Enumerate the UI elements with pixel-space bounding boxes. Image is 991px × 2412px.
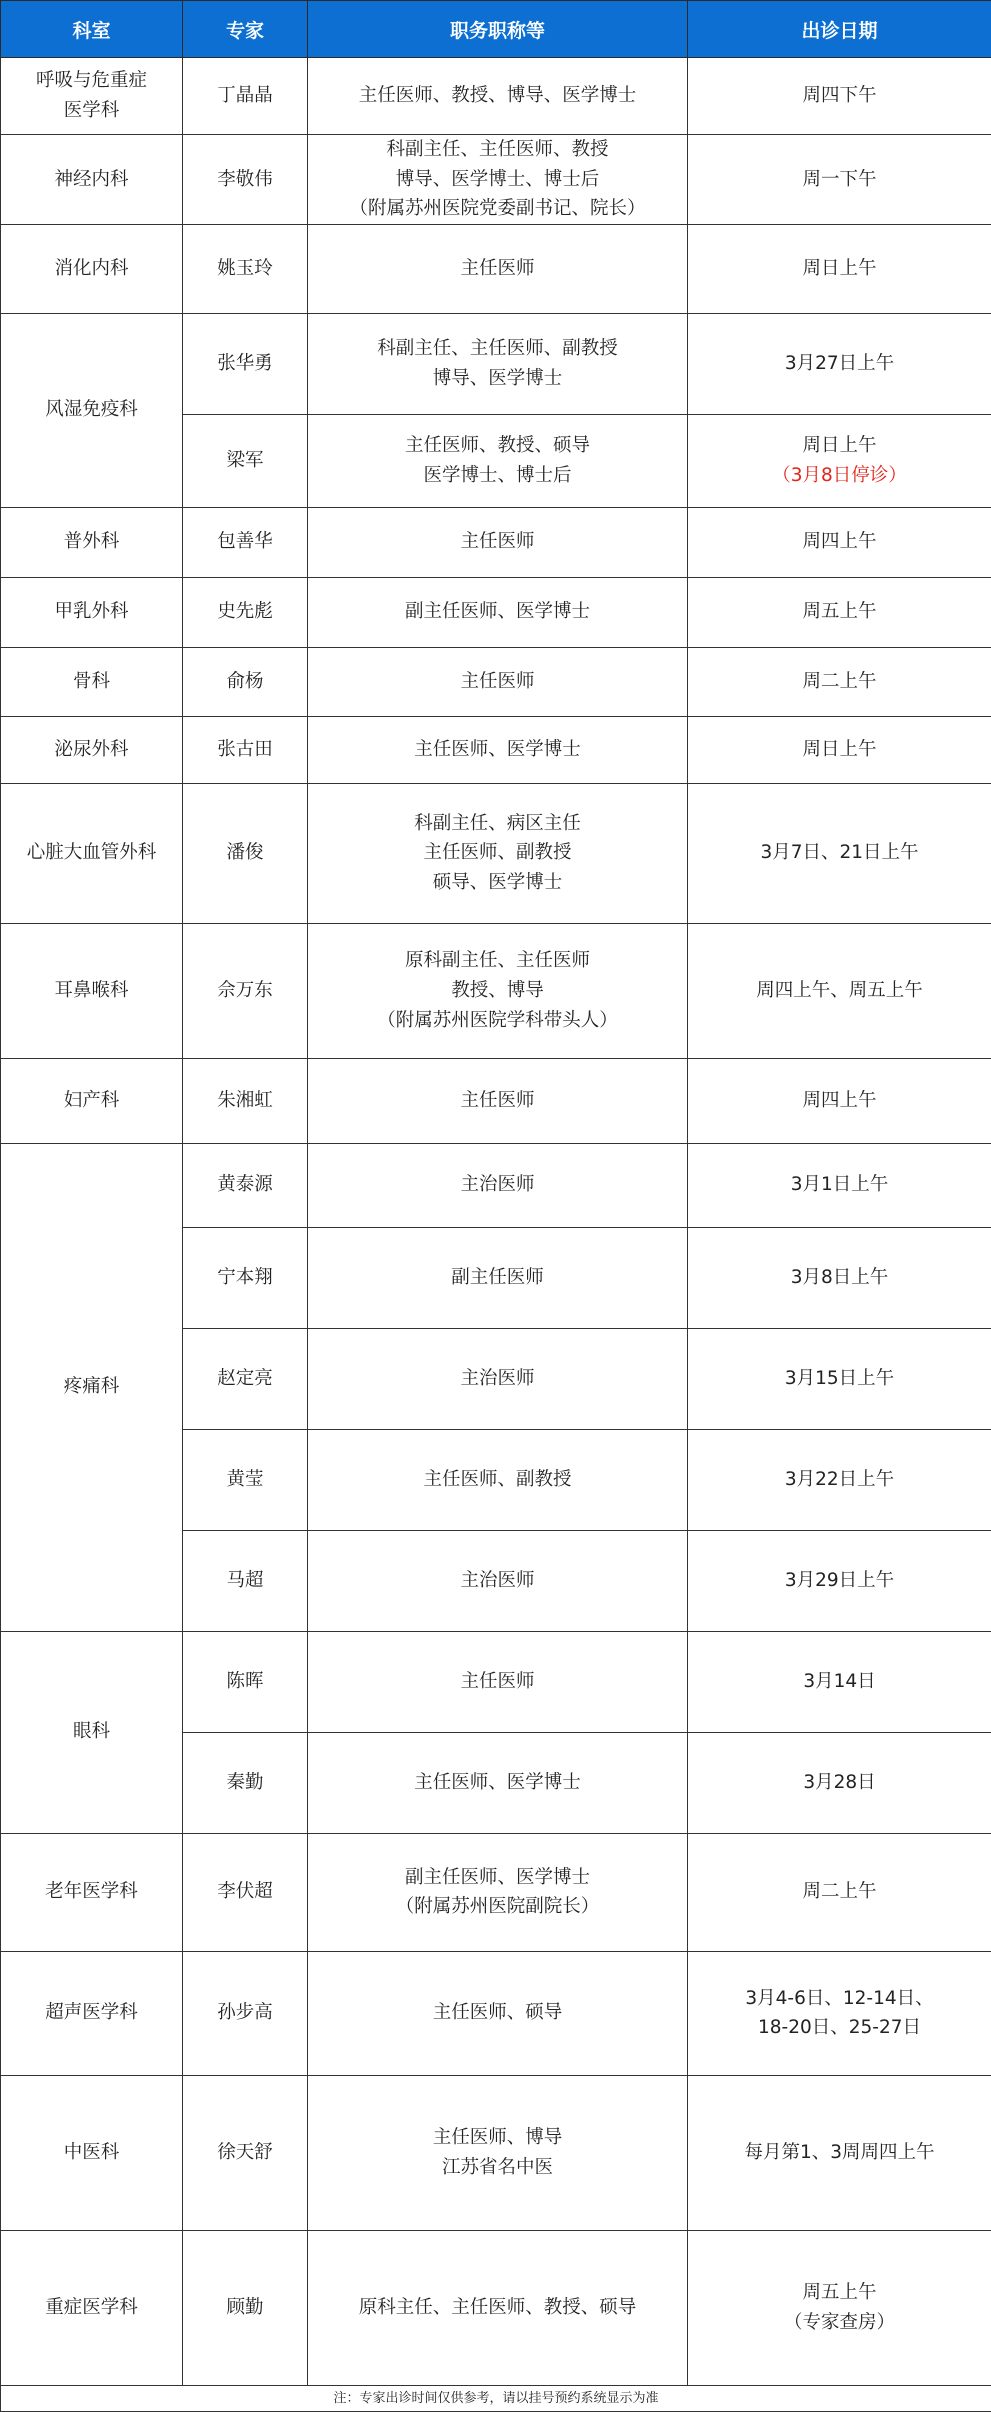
title-line: 医学博士、博士后 [312,461,683,491]
table-row [1,1058,991,1143]
date-cell [688,1732,991,1833]
dept-cell [1,1058,183,1143]
table-row [1,923,991,1058]
table-row [1,2075,991,2230]
title-line: 博导、医学博士 [312,364,683,394]
dept-name: 眼科 [5,1717,178,1747]
title-line: 江苏省名中医 [312,2153,683,2183]
title-line: 主任医师、博导 [312,2123,683,2153]
dept-cell [1,135,183,225]
title-cell [308,135,688,225]
dept-name: 妇产科 [5,1086,178,1116]
dept-cell [1,507,183,577]
date-cell [688,577,991,647]
expert-name: 丁晶晶 [183,58,308,135]
title-line: 主治医师 [312,1364,683,1394]
table-row [1,2230,991,2385]
title-line: 副主任医师 [312,1263,683,1293]
title-line: 教授、博导 [312,976,683,1006]
title-cell [308,1429,688,1530]
title-line: 硕导、医学博士 [312,868,683,898]
date-line: 3月8日上午 [692,1263,987,1293]
title-line: 主任医师、副教授 [312,838,683,868]
title-cell [308,1227,688,1328]
expert-name: 徐天舒 [183,2075,308,2230]
table-row [1,507,991,577]
date-line: （专家查房） [692,2308,987,2338]
date-cell [688,647,991,716]
title-line: 原科副主任、主任医师 [312,946,683,976]
table-header-row [1,1,991,58]
header-title: 职务职称等 [308,1,688,58]
date-cell [688,1058,991,1143]
title-cell [308,224,688,313]
date-cell [688,1631,991,1732]
date-line: 18-20日、25-27日 [692,2013,987,2043]
date-line: 周五上午 [692,597,987,627]
date-line: 3月1日上午 [692,1170,987,1200]
dept-name: 医学科 [5,96,178,126]
title-line: 科副主任、主任医师、教授 [312,135,683,165]
date-line: 3月27日上午 [692,349,987,379]
table-row [1,224,991,313]
title-cell [308,414,688,507]
title-line: （附属苏州医院党委副书记、院长） [312,194,683,224]
dept-cell [1,224,183,313]
date-cell [688,414,991,507]
table-row [1,1631,991,1732]
title-line: 科副主任、病区主任 [312,809,683,839]
date-line: 3月28日 [692,1768,987,1798]
date-cell [688,313,991,414]
date-cell [688,1429,991,1530]
date-line: 周四上午 [692,1086,987,1116]
expert-name: 赵定亮 [183,1328,308,1429]
title-line: 主任医师、硕导 [312,1998,683,2028]
dept-name: 中医科 [5,2138,178,2168]
table-body [1,58,991,2386]
footnote-row [1,2385,991,2411]
dept-name: 疼痛科 [5,1372,178,1402]
date-cell [688,783,991,923]
dept-name: 老年医学科 [5,1877,178,1907]
dept-cell [1,58,183,135]
title-line: 主治医师 [312,1566,683,1596]
table-row [1,1951,991,2075]
table-row [1,716,991,783]
date-cell [688,224,991,313]
expert-name: 史先彪 [183,577,308,647]
expert-name: 宁本翔 [183,1227,308,1328]
header-date: 出诊日期 [688,1,991,58]
title-cell [308,783,688,923]
title-cell [308,1143,688,1227]
date-cell [688,1143,991,1227]
dept-cell [1,1951,183,2075]
title-cell [308,507,688,577]
table-row [1,58,991,135]
date-line: 每月第1、3周周四上午 [692,2138,987,2168]
expert-name: 孙步高 [183,1951,308,2075]
title-line: 副主任医师、医学博士 [312,1863,683,1893]
expert-name: 姚玉玲 [183,224,308,313]
title-cell [308,923,688,1058]
title-line: 博导、医学博士、博士后 [312,165,683,195]
date-line: 周四上午、周五上午 [692,976,987,1006]
expert-name: 包善华 [183,507,308,577]
dept-name: 消化内科 [5,254,178,284]
expert-name: 顾勤 [183,2230,308,2385]
title-cell [308,2230,688,2385]
dept-name: 重症医学科 [5,2293,178,2323]
date-line: 周二上午 [692,1877,987,1907]
expert-name: 黄莹 [183,1429,308,1530]
table-row [1,1143,991,1227]
dept-cell [1,647,183,716]
expert-name: 李敬伟 [183,135,308,225]
table-row [1,313,991,414]
date-line: 周日上午 [692,735,987,765]
footnote: 注：专家出诊时间仅供参考，请以挂号预约系统显示为准 [1,2385,991,2411]
title-cell [308,2075,688,2230]
expert-name: 朱湘虹 [183,1058,308,1143]
title-cell [308,1058,688,1143]
date-cell [688,1833,991,1951]
expert-name: 黄泰源 [183,1143,308,1227]
date-line: 3月7日、21日上午 [692,838,987,868]
dept-name: 呼吸与危重症 [5,66,178,96]
dept-cell [1,783,183,923]
table-row [1,1833,991,1951]
dept-name: 超声医学科 [5,1998,178,2028]
title-cell [308,1530,688,1631]
date-cell [688,507,991,577]
date-line: 3月14日 [692,1667,987,1697]
title-line: 主任医师、教授、硕导 [312,431,683,461]
dept-cell [1,577,183,647]
header-expert: 专家 [183,1,308,58]
expert-name: 张古田 [183,716,308,783]
title-cell [308,313,688,414]
date-line: 3月15日上午 [692,1364,987,1394]
title-cell [308,716,688,783]
suspension-note: （3月8日停诊） [692,461,987,491]
date-cell [688,135,991,225]
dept-name: 神经内科 [5,165,178,195]
date-line: 周日上午 [692,254,987,284]
expert-name: 马超 [183,1530,308,1631]
date-cell [688,58,991,135]
dept-name: 风湿免疫科 [5,395,178,425]
date-line: 3月29日上午 [692,1566,987,1596]
dept-name: 心脏大血管外科 [5,838,178,868]
title-line: 主任医师 [312,527,683,557]
dept-name: 普外科 [5,527,178,557]
date-cell [688,1328,991,1429]
title-line: （附属苏州医院副院长） [312,1892,683,1922]
title-line: 原科主任、主任医师、教授、硕导 [312,2293,683,2323]
dept-name: 泌尿外科 [5,735,178,765]
title-cell [308,577,688,647]
title-line: 主任医师、教授、博导、医学博士 [312,81,683,111]
title-line: 主治医师 [312,1170,683,1200]
title-line: （附属苏州医院学科带头人） [312,1006,683,1036]
expert-name: 张华勇 [183,313,308,414]
title-cell [308,1732,688,1833]
date-line: 周一下午 [692,165,987,195]
date-cell [688,2230,991,2385]
title-line: 科副主任、主任医师、副教授 [312,334,683,364]
dept-cell [1,313,183,507]
date-cell [688,1227,991,1328]
dept-cell [1,923,183,1058]
date-cell [688,923,991,1058]
dept-cell [1,1143,183,1631]
dept-name: 骨科 [5,667,178,697]
date-line: 3月4-6日、12-14日、 [692,1984,987,2014]
dept-name: 耳鼻喉科 [5,976,178,1006]
table-row [1,647,991,716]
expert-name: 李伏超 [183,1833,308,1951]
dept-cell [1,1631,183,1833]
expert-name: 潘俊 [183,783,308,923]
title-line: 主任医师 [312,254,683,284]
title-cell [308,1328,688,1429]
date-line: 周二上午 [692,667,987,697]
date-line: 3月22日上午 [692,1465,987,1495]
dept-cell [1,1833,183,1951]
title-cell [308,1951,688,2075]
expert-name: 俞杨 [183,647,308,716]
title-cell [308,1833,688,1951]
dept-name: 甲乳外科 [5,597,178,627]
date-cell [688,1951,991,2075]
table-row [1,577,991,647]
dept-cell [1,2075,183,2230]
table-row [1,783,991,923]
date-line: 周日上午 [692,431,987,461]
date-cell [688,716,991,783]
title-line: 主任医师、医学博士 [312,735,683,765]
title-line: 主任医师、医学博士 [312,1768,683,1798]
dept-cell [1,2230,183,2385]
date-line: 周四下午 [692,81,987,111]
dept-cell [1,716,183,783]
title-line: 主任医师 [312,667,683,697]
title-line: 主任医师、副教授 [312,1465,683,1495]
title-line: 副主任医师、医学博士 [312,597,683,627]
expert-name: 秦勤 [183,1732,308,1833]
date-line: 周四上午 [692,527,987,557]
date-cell [688,1530,991,1631]
title-cell [308,58,688,135]
title-cell [308,1631,688,1732]
table-row [1,135,991,225]
title-line: 主任医师 [312,1086,683,1116]
expert-name: 梁军 [183,414,308,507]
date-cell [688,2075,991,2230]
title-line: 主任医师 [312,1667,683,1697]
header-dept: 科室 [1,1,183,58]
expert-name: 陈晖 [183,1631,308,1732]
expert-name: 佘万东 [183,923,308,1058]
date-line: 周五上午 [692,2278,987,2308]
title-cell [308,647,688,716]
